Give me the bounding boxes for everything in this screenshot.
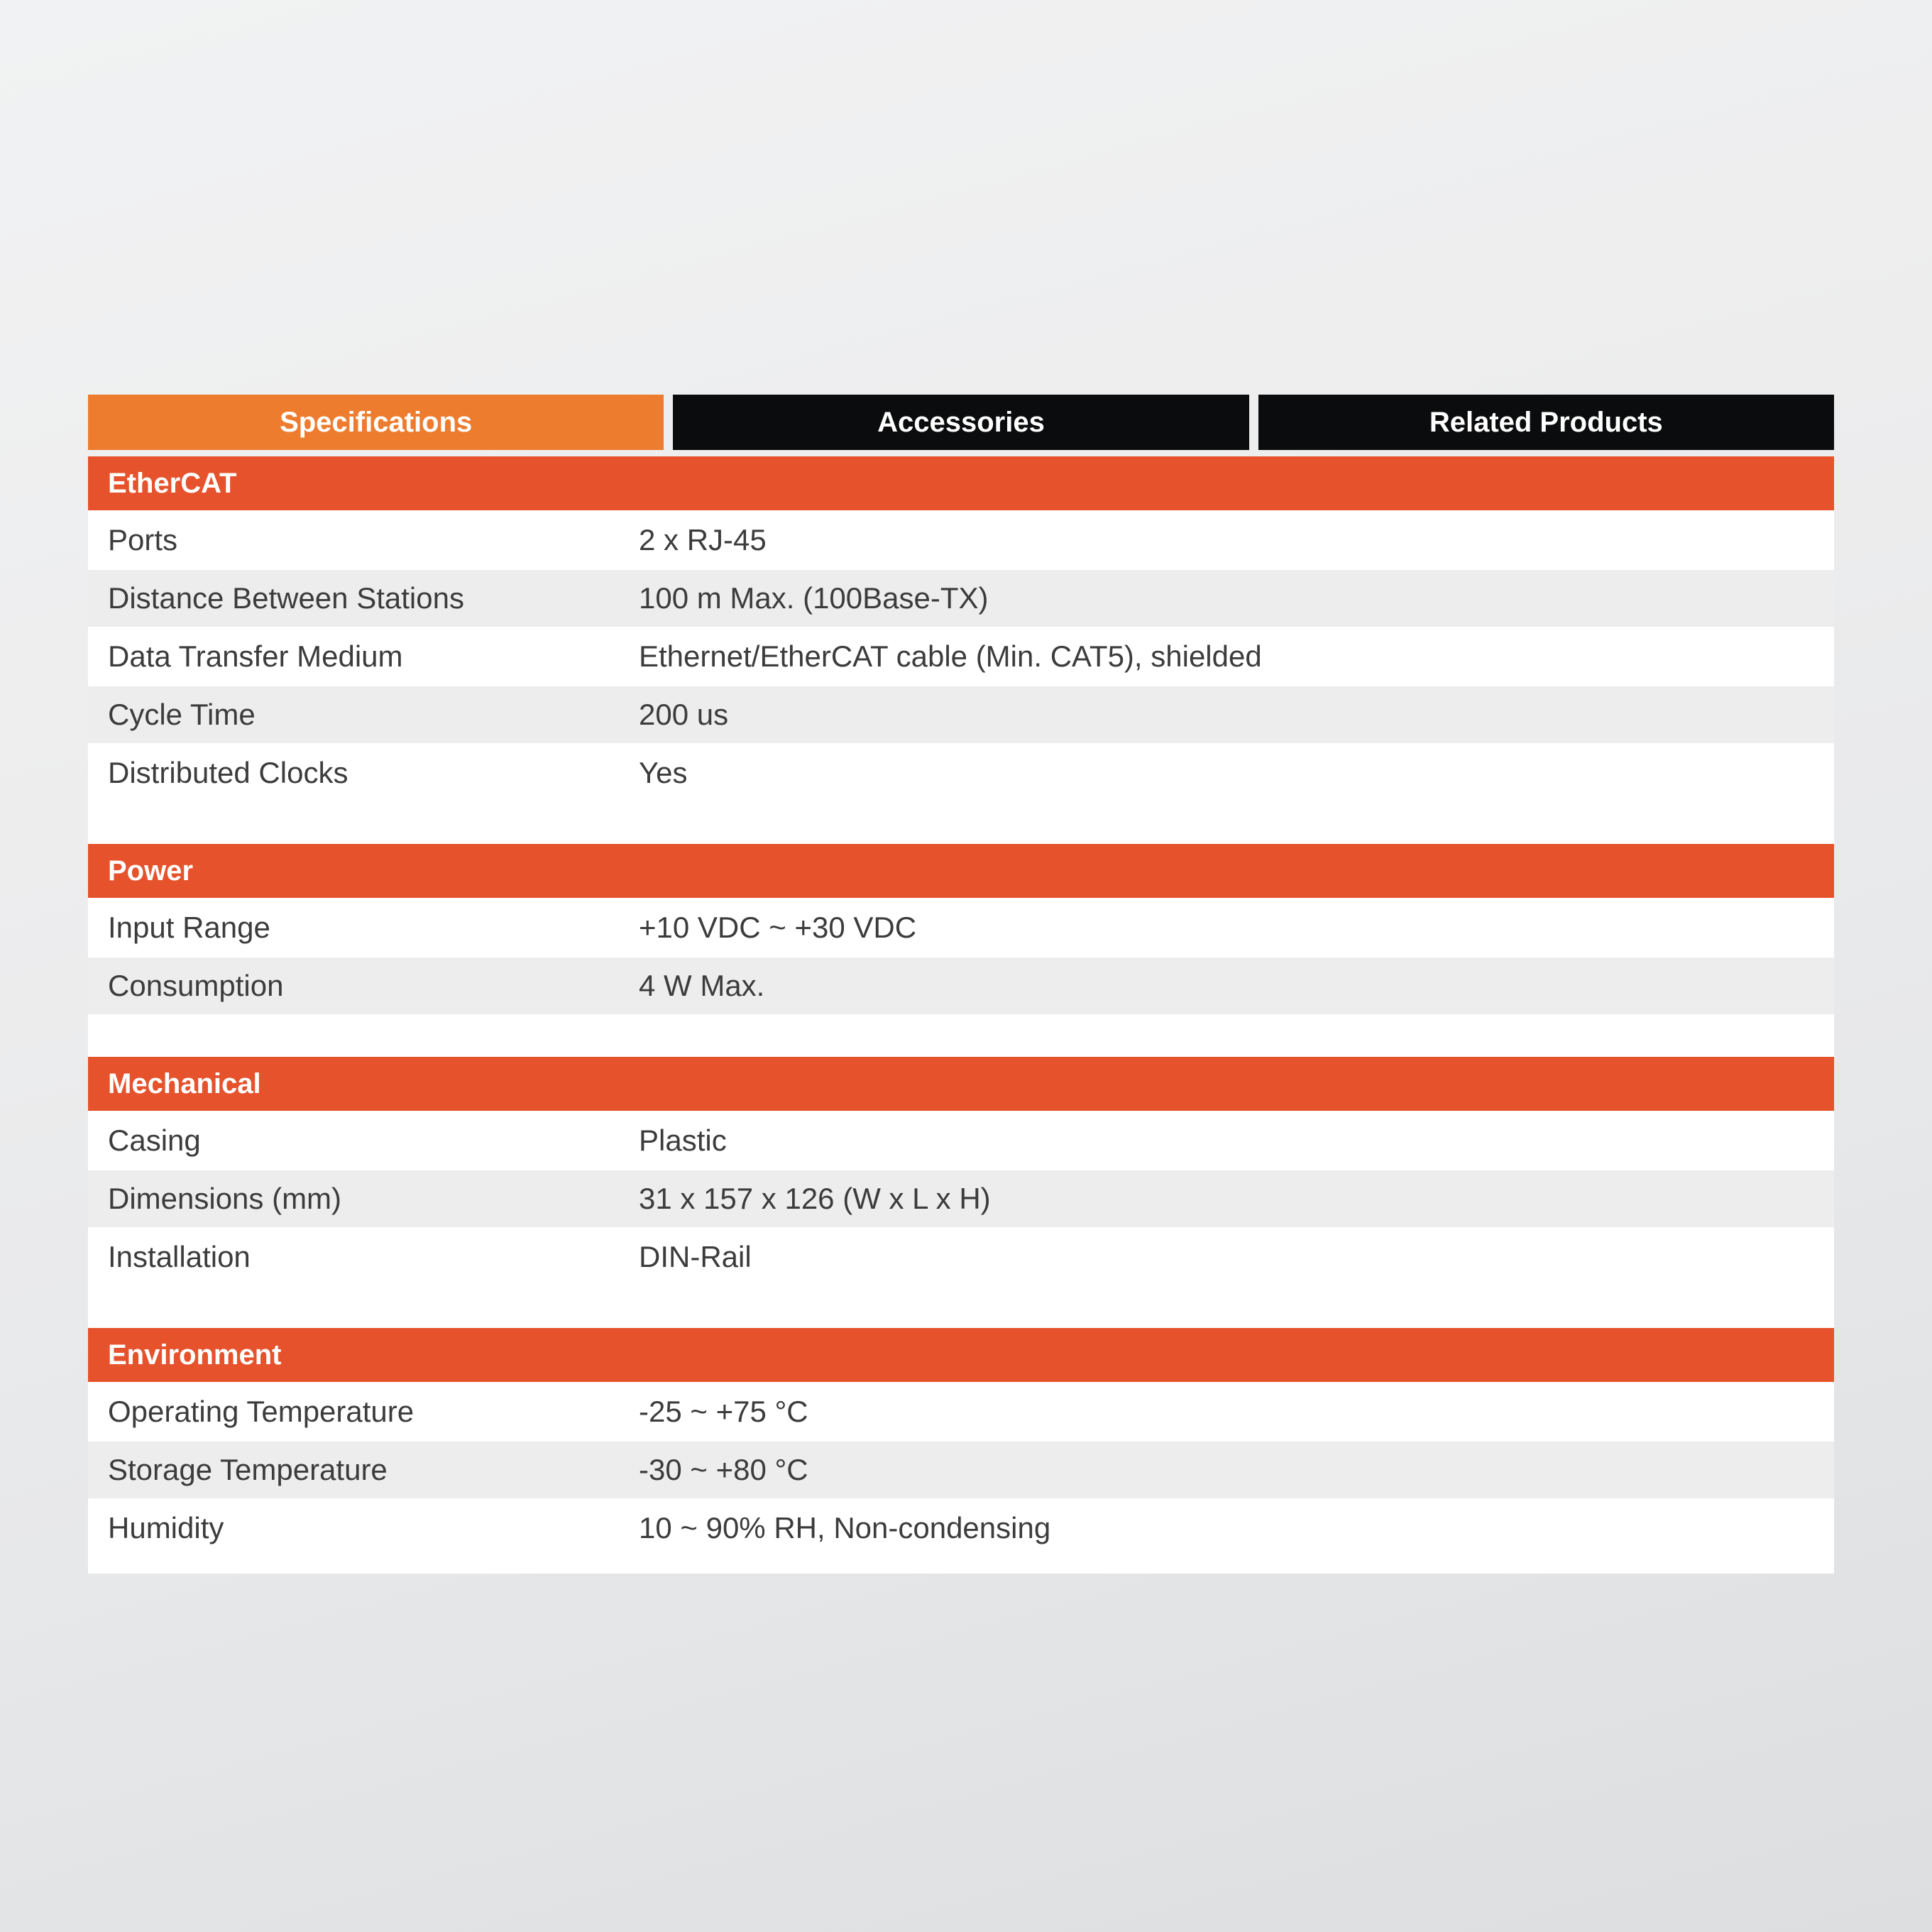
- section-header-mechanical: Mechanical: [88, 1057, 1834, 1112]
- section-ethercat: [88, 456, 1834, 803]
- table-row: [88, 1112, 1834, 1170]
- spec-value: -25 ~ +75 °C: [639, 1395, 808, 1428]
- table-row: [88, 1170, 1834, 1229]
- table-row: [88, 1500, 1834, 1558]
- spec-label: Storage Temperature: [108, 1453, 388, 1486]
- spec-value: 100 m Max. (100Base-TX): [639, 581, 989, 615]
- spec-label: Data Transfer Medium: [108, 640, 403, 673]
- table-row: [88, 1383, 1834, 1442]
- spec-label: Consumption: [108, 969, 284, 1002]
- tab-accessories[interactable]: Accessories: [673, 395, 1248, 450]
- spec-value: Ethernet/EtherCAT cable (Min. CAT5), shielded: [639, 640, 1262, 673]
- spec-value: Plastic: [639, 1124, 727, 1157]
- table-row: [88, 1442, 1834, 1500]
- spec-value: -30 ~ +80 °C: [639, 1453, 808, 1486]
- section-mechanical: [88, 1057, 1834, 1287]
- spec-label: Input Range: [108, 911, 270, 944]
- spec-value: 4 W Max.: [639, 969, 765, 1002]
- spec-label: Installation: [108, 1240, 251, 1273]
- table-row: [88, 745, 1834, 803]
- section-header-power: Power: [88, 844, 1834, 899]
- spec-value: 2 x RJ-45: [639, 523, 767, 556]
- table-row: [88, 1229, 1834, 1287]
- spec-label: Humidity: [108, 1511, 224, 1544]
- spec-value: 31 x 157 x 126 (W x L x H): [639, 1182, 991, 1215]
- spec-value: Yes: [639, 756, 688, 789]
- spec-value: +10 VDC ~ +30 VDC: [639, 911, 917, 944]
- spec-label: Dimensions (mm): [108, 1182, 342, 1215]
- spec-label: Distance Between Stations: [108, 581, 464, 615]
- table-row: [88, 899, 1834, 957]
- table-row: [88, 686, 1834, 745]
- section-environment: [88, 1328, 1834, 1558]
- spec-label: Ports: [108, 523, 178, 556]
- section-power: [88, 844, 1834, 1016]
- spec-label: Cycle Time: [108, 698, 256, 731]
- section-header-ethercat: EtherCAT: [88, 456, 1834, 512]
- spec-label: Casing: [108, 1124, 201, 1157]
- spec-value: 200 us: [639, 698, 729, 731]
- tab-related-products[interactable]: Related Products: [1258, 395, 1834, 450]
- spec-table: [88, 456, 1834, 1574]
- spec-value: DIN-Rail: [639, 1240, 752, 1273]
- table-row: [88, 570, 1834, 628]
- spec-card: [88, 395, 1834, 1574]
- table-row: [88, 628, 1834, 686]
- spec-label: Distributed Clocks: [108, 756, 348, 789]
- spec-label: Operating Temperature: [108, 1395, 415, 1428]
- section-header-environment: Environment: [88, 1328, 1834, 1383]
- table-row: [88, 957, 1834, 1016]
- tab-bar: [88, 395, 1834, 450]
- table-row: [88, 512, 1834, 570]
- spec-value: 10 ~ 90% RH, Non-condensing: [639, 1511, 1051, 1544]
- tab-specifications[interactable]: Specifications: [88, 395, 664, 450]
